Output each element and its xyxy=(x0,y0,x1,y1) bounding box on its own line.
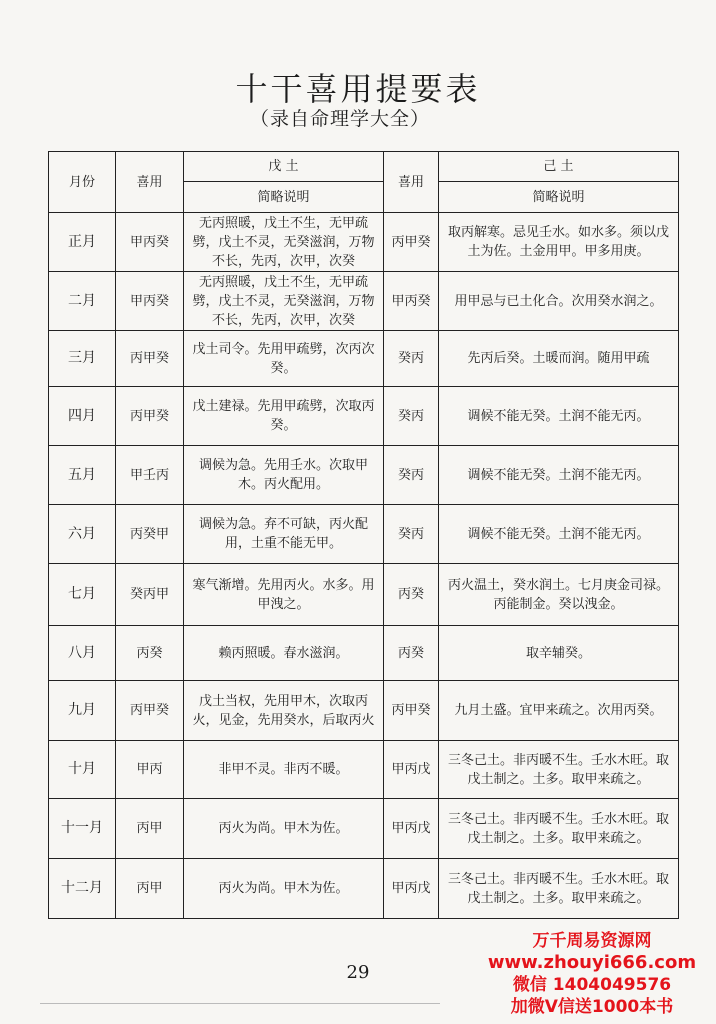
use-wu-cell: 丙甲 xyxy=(116,799,184,859)
desc-wu-cell: 调候为急。先用壬水。次取甲木。丙火配用。 xyxy=(184,446,384,505)
table-row xyxy=(49,272,679,331)
desc-wu-cell: 非甲不灵。非丙不暖。 xyxy=(184,741,384,799)
use-wu-cell: 甲丙癸 xyxy=(116,213,184,272)
use-wu-cell: 甲丙癸 xyxy=(116,272,184,331)
header-ji-earth: 己 土 xyxy=(439,152,679,182)
table-row xyxy=(49,505,679,564)
desc-wu-cell: 调候为急。弃不可缺，丙火配用，土重不能无甲。 xyxy=(184,505,384,564)
use-ji-cell: 癸丙 xyxy=(384,446,439,505)
use-ji-cell: 丙癸 xyxy=(384,626,439,681)
desc-ji-cell: 三冬己土。非丙暖不生。壬水木旺。取戊土制之。土多。取甲来疏之。 xyxy=(439,741,679,799)
desc-ji-cell: 丙火温土，癸水润土。七月庚金司禄。丙能制金。癸以洩金。 xyxy=(439,564,679,626)
month-cell: 五月 xyxy=(49,446,116,505)
use-ji-cell: 丙甲癸 xyxy=(384,681,439,741)
desc-wu-cell: 寒气渐增。先用丙火。水多。用甲洩之。 xyxy=(184,564,384,626)
use-ji-cell: 甲丙戊 xyxy=(384,859,439,919)
desc-wu-cell: 无丙照暖，戊土不生，无甲疏劈，戊土不灵，无癸滋润，万物不长，先丙，次甲，次癸 xyxy=(184,213,384,272)
use-wu-cell: 丙甲 xyxy=(116,859,184,919)
use-wu-cell: 丙甲癸 xyxy=(116,681,184,741)
desc-ji-cell: 调候不能无癸。土润不能无丙。 xyxy=(439,387,679,446)
desc-wu-cell: 戊土建禄。先用甲疏劈，次取丙癸。 xyxy=(184,387,384,446)
month-cell: 十一月 xyxy=(49,799,116,859)
use-ji-cell: 丙癸 xyxy=(384,564,439,626)
desc-ji-cell: 三冬己土。非丙暖不生。壬水木旺。取戊土制之。土多。取甲来疏之。 xyxy=(439,799,679,859)
table-row xyxy=(49,213,679,272)
header-use-wu: 喜用 xyxy=(116,152,184,213)
table-row xyxy=(49,331,679,387)
table-row xyxy=(49,564,679,626)
page-number: 29 xyxy=(346,962,370,983)
desc-wu-cell: 丙火为尚。甲木为佐。 xyxy=(184,799,384,859)
use-wu-cell: 甲丙 xyxy=(116,741,184,799)
month-cell: 八月 xyxy=(49,626,116,681)
month-cell: 四月 xyxy=(49,387,116,446)
desc-ji-cell: 调候不能无癸。土润不能无丙。 xyxy=(439,446,679,505)
header-desc-ji: 简略说明 xyxy=(439,182,679,213)
use-ji-cell: 甲丙癸 xyxy=(384,272,439,331)
use-ji-cell: 癸丙 xyxy=(384,387,439,446)
header-wu-earth: 戊 土 xyxy=(184,152,384,182)
watermark-offer: 加微V信送1000本书 xyxy=(510,997,674,1017)
watermark-line-1: 万千周易资源网 xyxy=(532,931,652,951)
desc-ji-cell: 取丙解寒。忌见壬水。如水多。须以戊土为佐。土金用甲。甲多用庚。 xyxy=(439,213,679,272)
watermark xyxy=(482,930,702,1018)
month-cell: 三月 xyxy=(49,331,116,387)
use-wu-cell: 甲壬丙 xyxy=(116,446,184,505)
watermark-url: www.zhouyi666.com xyxy=(487,952,697,973)
month-cell: 二月 xyxy=(49,272,116,331)
desc-ji-cell: 用甲忌与已土化合。次用癸水润之。 xyxy=(439,272,679,331)
use-ji-cell: 甲丙戊 xyxy=(384,799,439,859)
use-ji-cell: 甲丙戊 xyxy=(384,741,439,799)
table-row xyxy=(49,799,679,859)
ten-stems-table xyxy=(48,151,679,919)
header-use-ji: 喜用 xyxy=(384,152,439,213)
month-cell: 十二月 xyxy=(49,859,116,919)
desc-ji-cell: 九月土盛。宜甲来疏之。次用丙癸。 xyxy=(439,681,679,741)
month-cell: 六月 xyxy=(49,505,116,564)
header-month: 月份 xyxy=(49,152,116,213)
desc-wu-cell: 戊土司令。先用甲疏劈，次丙次癸。 xyxy=(184,331,384,387)
use-wu-cell: 癸丙甲 xyxy=(116,564,184,626)
use-ji-cell: 丙甲癸 xyxy=(384,213,439,272)
footer-divider xyxy=(40,1003,440,1004)
table-row xyxy=(49,387,679,446)
table-row xyxy=(49,681,679,741)
desc-ji-cell: 取辛辅癸。 xyxy=(439,626,679,681)
use-ji-cell: 癸丙 xyxy=(384,331,439,387)
desc-ji-cell: 三冬己土。非丙暖不生。壬水木旺。取戊土制之。土多。取甲来疏之。 xyxy=(439,859,679,919)
desc-wu-cell: 无丙照暖，戊土不生，无甲疏劈，戊土不灵，无癸滋润，万物不长，先丙，次甲，次癸 xyxy=(184,272,384,331)
page-subtitle: （录自命理学大全） xyxy=(250,108,431,130)
table-row xyxy=(49,446,679,505)
desc-wu-cell: 赖丙照暖。春水滋润。 xyxy=(184,626,384,681)
use-wu-cell: 丙癸甲 xyxy=(116,505,184,564)
month-cell: 九月 xyxy=(49,681,116,741)
use-wu-cell: 丙甲癸 xyxy=(116,331,184,387)
use-ji-cell: 癸丙 xyxy=(384,505,439,564)
page-title: 十干喜用提要表 xyxy=(235,70,481,108)
month-cell: 十月 xyxy=(49,741,116,799)
month-cell: 七月 xyxy=(49,564,116,626)
desc-wu-cell: 丙火为尚。甲木为佐。 xyxy=(184,859,384,919)
table-row xyxy=(49,626,679,681)
month-cell: 正月 xyxy=(49,213,116,272)
table-row xyxy=(49,859,679,919)
header-desc-wu: 简略说明 xyxy=(184,182,384,213)
watermark-wechat: 微信 1404049576 xyxy=(512,975,672,995)
desc-wu-cell: 戊土当权，先用甲木，次取丙火，见金，先用癸水，后取丙火 xyxy=(184,681,384,741)
desc-ji-cell: 调候不能无癸。土润不能无丙。 xyxy=(439,505,679,564)
use-wu-cell: 丙甲癸 xyxy=(116,387,184,446)
use-wu-cell: 丙癸 xyxy=(116,626,184,681)
desc-ji-cell: 先丙后癸。土暖而润。随用甲疏 xyxy=(439,331,679,387)
table-row xyxy=(49,741,679,799)
